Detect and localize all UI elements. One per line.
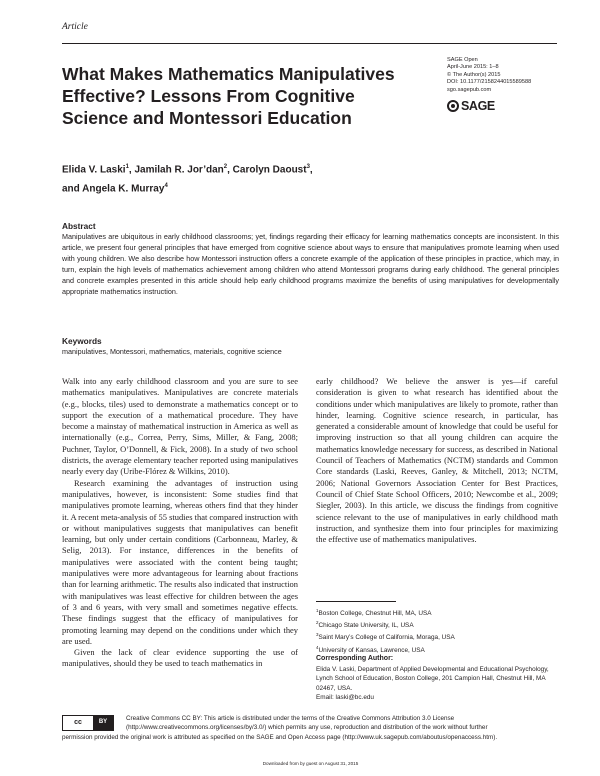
keywords-text: manipulatives, Montessori, mathematics, materials, cognitive science	[62, 347, 282, 356]
corresponding-author-email[interactable]: Email: laski@bc.edu	[316, 693, 374, 701]
cc-by-badge	[62, 715, 114, 731]
author-name: Jamilah R. Jor’dan	[134, 164, 224, 176]
body-column-left	[62, 376, 298, 670]
corresponding-author-heading: Corresponding Author:	[316, 655, 394, 662]
author-name: Carolyn Daoust	[232, 164, 307, 176]
article-type-label: Article	[62, 22, 88, 32]
download-footer: Downloaded from by guest on August 31, 2015	[262, 761, 359, 766]
article-title: What Makes Mathematics Manipulatives Effective? Lessons From Cognitive Science and Montessori Education	[62, 64, 395, 128]
author-affil-mark: 4	[164, 183, 168, 190]
body-paragraph: Given the lack of clear evidence supporting the use of manipulatives, should they be used to teach mathematics in	[62, 647, 298, 669]
sage-logo-icon	[447, 100, 459, 112]
body-paragraph: Walk into any early childhood classroom and you are sure to see mathematics manipulatives. Manipulatives are concrete materials (e.g., blocks, tiles) used to demonstrate a mathematics concept or to support the execution of a mathematical procedure. They have become a mainstay of mathematical instruction in America as well as internationally (e.g., Correa, Perry, Sims, Miller, & Fang, 2008; Puchner, Taylor, O’Donnell, & Fick, 2008). In a study of two school districts, the average elementary teacher reported using manipulatives nearly every day (Uribe-Flórez & Wilkins, 2010).	[62, 376, 298, 477]
author-affil-mark: 3	[306, 164, 310, 170]
author-affil-mark: 2	[223, 164, 228, 170]
affiliation-item: $^2$Chicago State University, IL, USA	[316, 620, 414, 630]
affiliation-item: $^4$University of Kansas, Lawrence, USA	[316, 644, 425, 654]
corresponding-author-address: Elida V. Laski, Department of Applied Developmental and Educational Psychology, Lynch School of Education, Boston College, 201 Campion Hall, Chestnut Hill, MA 02467, USA.	[316, 666, 549, 692]
author-list: Elida V. Laski$^1$, Jamilah R. Jor’dan$^2$, Carolyn Daoust$^3$, and Angela K. Murray$^4$	[62, 164, 313, 195]
author-name: Elida V. Laski	[62, 164, 126, 176]
cc-icon: cc	[63, 716, 93, 730]
license-line: (http://www.creativecommons.org/licenses/by/3.0/) which permits any use, reproduction and distribution of the work without further	[126, 724, 488, 732]
journal-meta	[447, 57, 567, 94]
affiliations	[316, 606, 558, 655]
affiliation-item: $^1$Boston College, Chestnut Hill, MA, USA	[316, 608, 432, 618]
abstract-heading: Abstract	[62, 221, 96, 231]
body-paragraph: Research examining the advantages of instruction using manipulatives, however, is inconsistent: Some studies find that manipulatives promote learning, whereas others find that they hinder it. A recent meta-analysis of 55 studies that compared instruction with or without manipulatives suggests that manipulatives can benefit learning, but only under certain conditions (Carbonneau, Marley, & Selig, 2013). For instance, differences in the benefits of manipulatives were associated with the content being taught; manipulatives were more advantageous for learning about fractions than for learning arithmetic. The results also indicated that instruction with manipulatives was least effective for children between the ages of 3 and 6 years, with very small and sometimes negative effects. These findings suggest that the efficacy of manipulatives for promoting learning may depend on the conditions under which they are used.	[62, 477, 298, 646]
journal-issue: April-June 2015: 1–8	[447, 64, 499, 71]
license-line: permission provided the original work is attributed as specified on the SAGE and Open Access page (http://www.uk.sagepub.com/aboutus/openaccess.htm).	[62, 733, 498, 741]
abstract-text: Manipulatives are ubiquitous in early childhood classrooms; yet, findings regarding their efficacy for learning mathematics concepts are inconsistent. In this article, we present four general principles that have emerged from cognitive science about ways to ensure that manipulatives promote learning when used with young children. We also describe how Montessori instruction offers a concrete example of the application of these principles in practice, which may, in turn, explain the high levels of mathematics achievement among children who attend Montessori programs during early childhood. The general principles and concrete examples presented in this article should help early childhood programs maximize the benefits of using manipulatives for developmentally appropriate mathematics instruction.	[62, 232, 559, 296]
sage-logo-text: SAGE	[461, 99, 495, 113]
license-notice	[62, 714, 559, 742]
keywords-heading: Keywords	[62, 336, 102, 346]
copyright-line: © The Author(s) 2015	[447, 71, 501, 78]
journal-site-link[interactable]: sgo.sagepub.com	[447, 86, 492, 93]
author-affil-mark: 1	[125, 164, 129, 170]
by-icon: BY	[98, 719, 108, 726]
footnote-rule	[316, 601, 396, 602]
author-name: and Angela K. Murray	[62, 183, 165, 195]
journal-name: SAGE Open	[447, 57, 478, 63]
corresponding-author-details	[316, 665, 560, 702]
affiliation-item: $^3$Saint Mary’s College of California, Moraga, USA	[316, 632, 455, 642]
doi-link[interactable]: DOI: 10.1177/2158244015589588	[447, 79, 532, 86]
license-line: Creative Commons CC BY: This article is distributed under the terms of the Creative Commons Attribution 3.0 License	[126, 715, 455, 722]
body-paragraph: early childhood? We believe the answer is yes—if careful consideration is given to what research has identified about the conditions under which manipulatives are likely to promote, rather than hinder, learning. Cognitive science research, in particular, has generated a considerable amount of knowledge that could be useful for improving instruction so that all young children can acquire the mathematics knowledge necessary for success, as described in National Council of Teachers of Mathematics (NCTM) standards and Common Core standards (Laski, Reeves, Ganley, & Mitchell, 2013; NCTM, 2006; National Governors Association Center for Best Practices, Council of Chief State School Officers, 2010; Newcombe et al., 2009; Siegler, 2003). In this article, we discuss the findings from cognitive science relevant to the use of manipulatives in early childhood math instruction, and synthesize them into four principles for maximizing the effective use of mathematics manipulatives.	[316, 376, 558, 545]
header-rule	[62, 43, 557, 44]
sage-logo	[447, 99, 495, 113]
body-column-right	[316, 376, 558, 545]
